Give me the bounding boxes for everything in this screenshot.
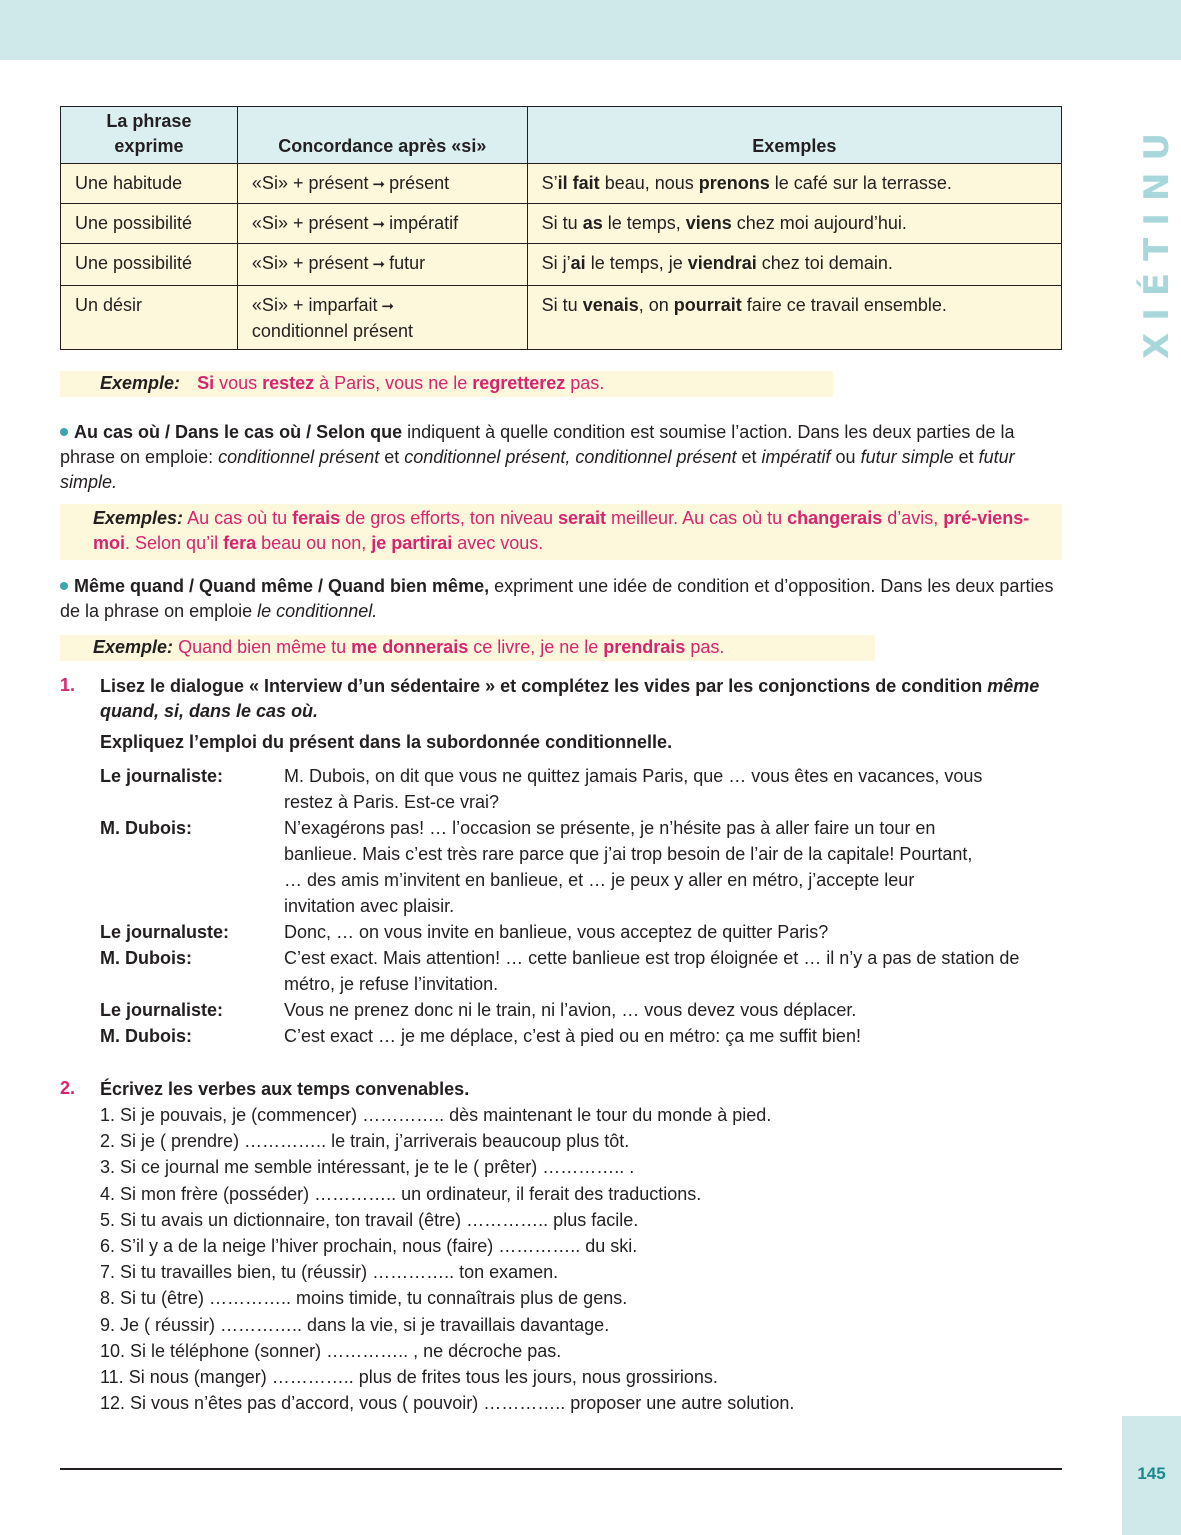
table-cell: Si tu venais, on pourrait faire ce travail ensemble. xyxy=(527,286,1061,350)
exercise-number: 1. xyxy=(60,675,76,695)
footer-rule xyxy=(60,1468,1062,1470)
page-number-box xyxy=(1122,1416,1181,1535)
list-item: 3. Si ce journal me semble intéressant, je te le ( prêter) ………….. . xyxy=(100,1157,635,1178)
header-band xyxy=(0,0,1181,60)
list-item: 2. Si je ( prendre) ………….. le train, j’arriverais beaucoup plus tôt. xyxy=(100,1131,630,1152)
bullet-icon xyxy=(60,428,68,436)
dialogue-line: M. Dubois: C’est exact. Mais attention! … cette banlieue est trop éloignée et … il n’y a pas de station de métro, je refuse l’invitation. xyxy=(100,948,1020,994)
dialogue-line: M. Dubois: C’est exact … je me déplace, c’est à pied ou en métro: ça me suffit bien! xyxy=(100,1026,861,1046)
rule-paragraph: Au cas où / Dans le cas où / Selon que indiquent à quelle condition est soumise l’action. Dans les deux parties de la phrase on emploie: conditionnel présent et conditionnel présent, conditionnel présent et impératif ou futur simple et futur simple. xyxy=(60,422,1015,492)
table-cell: S’il fait beau, nous prenons le café sur la terrasse. xyxy=(527,164,1061,204)
arrow-right-icon: ➞ xyxy=(372,176,386,193)
header-concordance: Concordance après «si» xyxy=(237,107,527,164)
table-cell: Un désir xyxy=(61,286,238,350)
exercise-instruction: Lisez le dialogue « Interview d’un sédentaire » et complétez les vides par les conjonctions de condition même quand, si, dans le cas où. xyxy=(100,676,1040,721)
table-row xyxy=(61,204,1062,244)
header-exemples: Exemples xyxy=(527,107,1061,164)
table-row xyxy=(61,286,1062,350)
example-label: Exemples: xyxy=(93,508,184,528)
list-item: 1. Si je pouvais, je (commencer) ………….. dès maintenant le tour du monde à pied. xyxy=(100,1105,772,1125)
list-item: 12. Si vous n’êtes pas d’accord, vous ( pouvoir) ………….. proposer une autre solution. xyxy=(100,1393,795,1414)
exercise-number: 2. xyxy=(60,1078,76,1098)
list-item: 8. Si tu (être) ………….. moins timide, tu connaîtrais plus de gens. xyxy=(100,1288,628,1309)
table-cell: «Si» + présent ➞ impératif xyxy=(237,204,527,244)
list-item: 5. Si tu avais un dictionnaire, ton travail (être) ………….. plus facile. xyxy=(100,1209,639,1230)
table-cell: Si tu as le temps, viens chez moi aujourd’hui. xyxy=(527,204,1061,244)
header-phrase: La phrase exprime xyxy=(61,107,238,164)
table-cell: Une habitude xyxy=(61,164,238,204)
concordance-table xyxy=(60,106,1062,350)
dialogue-line: Le journaliste: M. Dubois, on dit que vous ne quittez jamais Paris, que … vous êtes en vacances, vous restez à Paris. Est-ce vrai? xyxy=(100,766,983,812)
table-cell: Une possibilité xyxy=(61,204,238,244)
table-row xyxy=(61,244,1062,286)
table-cell: «Si» + présent ➞ futur xyxy=(237,244,527,286)
exercise-items xyxy=(100,1102,794,1416)
exercise-instruction-2: Expliquez l’emploi du présent dans la subordonnée conditionnelle. xyxy=(100,732,673,752)
example-box: Exemple: Si vous restez à Paris, vous ne le regretterez pas. xyxy=(60,371,833,397)
arrow-right-icon: ➞ xyxy=(381,298,395,315)
list-item: 6. S’il y a de la neige l’hiver prochain, nous (faire) ………….. du ski. xyxy=(100,1236,638,1257)
dialogue-line: M. Dubois: N’exagérons pas! … l’occasion se présente, je n’hésite pas à aller faire un tour en banlieue. Mais c’est très rare parce que j’ai trop besoin de l’air de la capitale! Pourtant, … des amis m’invitent en banlieue, et … je peux y aller en métro, j’accepte leur invitation avec plaisir. xyxy=(100,818,973,916)
example-box: Exemple: Quand bien même tu me donnerais ce livre, je ne le prendrais pas. xyxy=(60,635,875,661)
list-item: 4. Si mon frère (posséder) ………….. un ordinateur, il ferait des traductions. xyxy=(100,1183,702,1204)
example-label: Exemple: xyxy=(93,637,174,657)
table-cell: «Si» + imparfait ➞ conditionnel présent xyxy=(237,286,527,350)
dialogue-line: Le journaliste: Vous ne prenez donc ni le train, ni l’avion, … vous devez vous déplacer. xyxy=(100,1000,857,1020)
page-number: 145 xyxy=(1137,1464,1166,1483)
rule-paragraph: Même quand / Quand même / Quand bien même, expriment une idée de condition et d’opposition. Dans les deux parties de la phrase on emploie le conditionnel. xyxy=(60,576,1054,621)
dialogue xyxy=(100,763,1060,1049)
table-header-row xyxy=(61,107,1062,164)
example-label: Exemple: xyxy=(100,373,181,393)
bullet-icon xyxy=(60,582,68,590)
list-item: 7. Si tu travailles bien, tu (réussir) ………….. ton examen. xyxy=(100,1262,559,1283)
list-item: 11. Si nous (manger) ………….. plus de frites tous les jours, nous grossirions. xyxy=(100,1367,718,1388)
list-item: 10. Si le téléphone (sonner) ………….. , ne décroche pas. xyxy=(100,1340,562,1361)
dialogue-line: Le journaluste: Donc, … on vous invite en banlieue, vous acceptez de quitter Paris? xyxy=(100,922,829,942)
arrow-right-icon: ➞ xyxy=(372,256,386,273)
example-box: Exemples: Au cas où tu ferais de gros efforts, ton niveau serait meilleur. Au cas où tu changerais d’avis, pré-viens-moi. Selon qu’il fera beau ou non, je partirai avec vous. xyxy=(60,504,1062,560)
unit-label: X I É T I N U xyxy=(1137,132,1177,359)
list-item: 9. Je ( réussir) ………….. dans la vie, si je travaillais davantage. xyxy=(100,1314,610,1335)
arrow-right-icon: ➞ xyxy=(372,216,386,233)
table-cell: Une possibilité xyxy=(61,244,238,286)
table-row xyxy=(61,164,1062,204)
table-cell: Si j’ai le temps, je viendrai chez toi demain. xyxy=(527,244,1061,286)
exercise-instruction: Écrivez les verbes aux temps convenables. xyxy=(100,1079,470,1099)
table-cell: «Si» + présent ➞ présent xyxy=(237,164,527,204)
